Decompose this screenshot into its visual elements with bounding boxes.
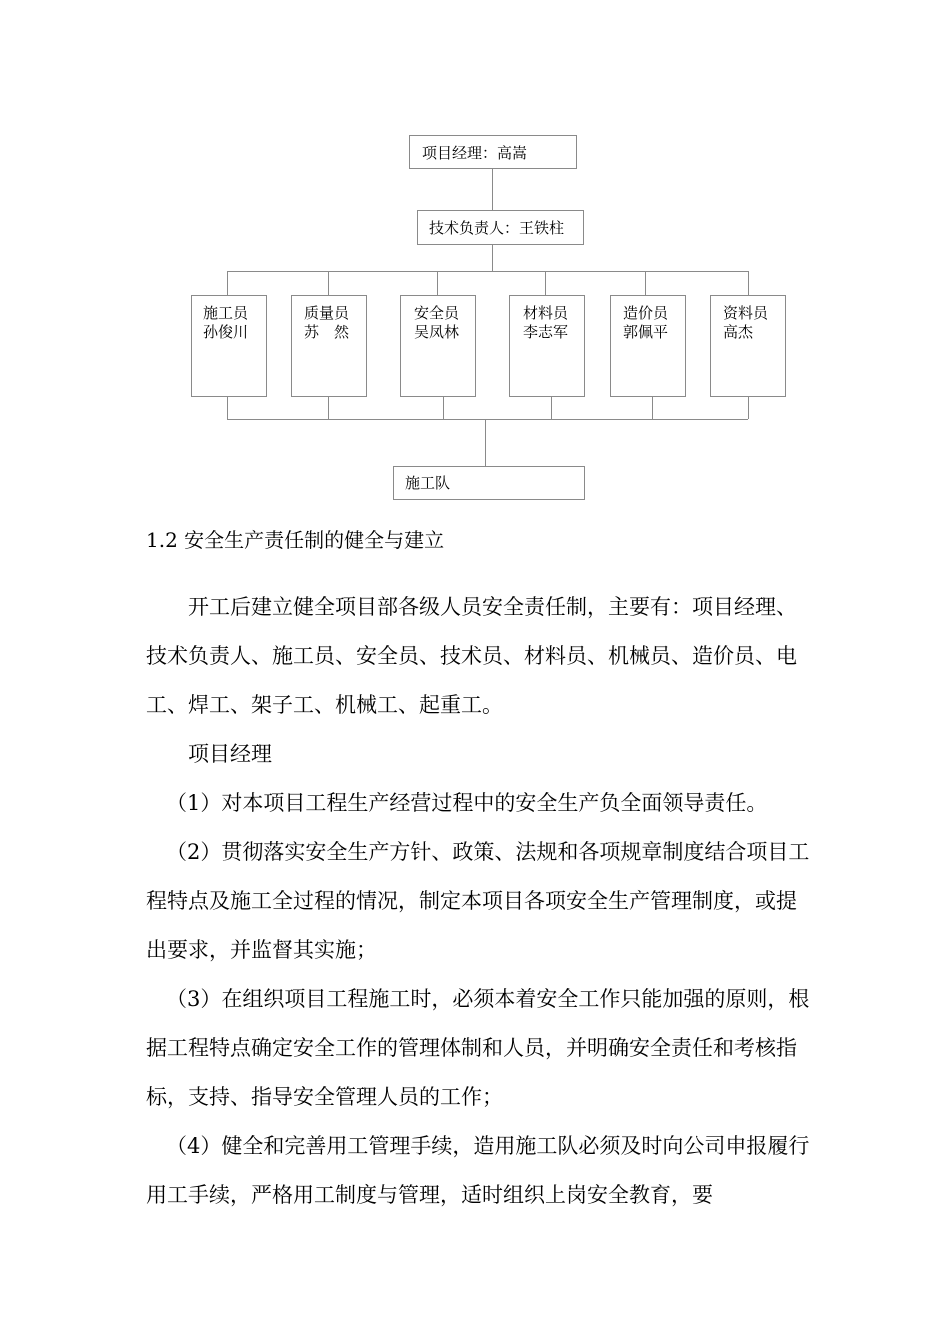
section-heading: 1.2 安全生产责任制的健全与建立 <box>146 528 445 552</box>
connector-bottom-bus <box>227 419 748 420</box>
team-label: 施工队 <box>405 474 451 492</box>
org-chart <box>0 0 950 520</box>
role-box-materials <box>509 295 585 397</box>
role-title: 安全员 <box>414 304 460 322</box>
connector-manager-tech <box>492 169 493 210</box>
connector-drop-1 <box>227 271 228 295</box>
subheading: 项目经理 <box>188 742 272 766</box>
role-title: 质量员 <box>304 304 350 322</box>
section-body <box>146 528 811 1220</box>
connector-top-bus <box>227 271 748 272</box>
responsibility-item: （2）贯彻落实安全生产方针、政策、法规和各项规章制度结合项目工程特点及施工全过程的情况，制定本项目各项安全生产管理制度，或提出要求，并监督其实施； <box>146 840 810 962</box>
role-title: 材料员 <box>523 304 569 322</box>
role-name: 苏 然 <box>304 323 350 341</box>
connector-drop-4 <box>545 271 546 295</box>
role-box-quality <box>291 295 367 397</box>
responsibility-item: （1）对本项目工程生产经营过程中的安全生产负全面领导责任。 <box>166 791 768 815</box>
role-title: 造价员 <box>623 304 669 322</box>
role-name: 李志军 <box>523 323 569 341</box>
connector-drop-2 <box>328 271 329 295</box>
connector-rise-1 <box>227 397 228 419</box>
role-name: 吴凤林 <box>414 323 460 341</box>
role-title: 施工员 <box>203 304 249 322</box>
connector-rise-4 <box>551 397 552 419</box>
connector-drop-5 <box>645 271 646 295</box>
responsibility-item: （3）在组织项目工程施工时，必须本着安全工作只能加强的原则，根据工程特点确定安全工作的管理体制和人员，并明确安全责任和考核指标，支持、指导安全管理人员的工作； <box>146 987 810 1109</box>
role-title: 资料员 <box>723 304 769 322</box>
connector-rise-3 <box>443 397 444 419</box>
connector-drop-3 <box>437 271 438 295</box>
connector-rise-6 <box>748 397 749 419</box>
role-name: 高杰 <box>723 323 754 341</box>
tech-lead-box <box>417 210 584 245</box>
connector-drop-6 <box>748 271 749 295</box>
connector-bus-team <box>485 419 486 466</box>
tech-lead-label: 技术负责人：王铁柱 <box>429 219 565 237</box>
role-name: 郭佩平 <box>623 323 669 341</box>
role-box-construction <box>191 295 267 397</box>
intro-paragraph: 开工后建立健全项目部各级人员安全责任制，主要有：项目经理、技术负责人、施工员、安全员、技术员、材料员、机械员、造价员、电工、焊工、架子工、机械工、起重工。 <box>146 595 797 717</box>
role-box-cost <box>610 295 686 397</box>
role-box-safety <box>400 295 476 397</box>
connector-rise-2 <box>328 397 329 419</box>
responsibility-item: （4）健全和完善用工管理手续，造用施工队必须及时向公司申报履行用工手续，严格用工制度与管理，适时组织上岗安全教育，要 <box>146 1134 810 1207</box>
team-box <box>393 466 585 500</box>
connector-tech-bus <box>492 245 493 271</box>
manager-label: 项目经理：高嵩 <box>422 144 528 162</box>
role-name: 孙俊川 <box>203 323 249 341</box>
connector-rise-5 <box>652 397 653 419</box>
manager-box <box>409 135 577 169</box>
role-box-documents <box>710 295 786 397</box>
